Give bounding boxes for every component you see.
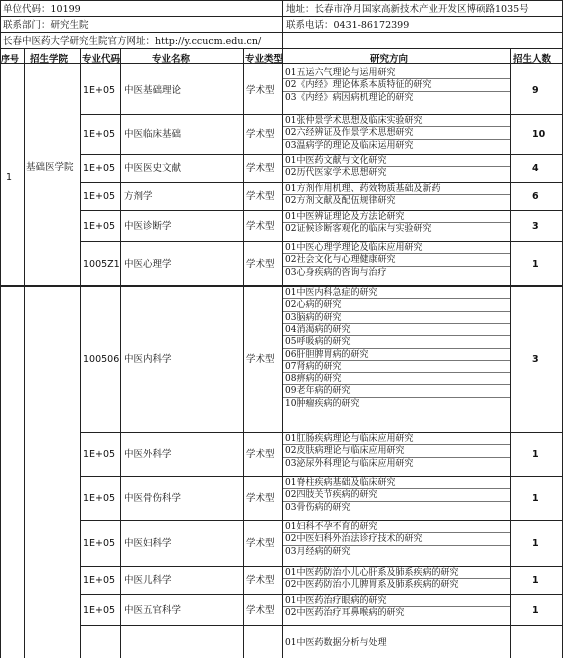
major-name: 中医诊断学 [124,220,172,232]
major-name: 中医儿科学 [124,575,172,586]
major-type: 学术型 [246,449,275,460]
direction-divider [282,194,510,195]
enrollment-count: 6 [532,191,539,202]
grid-line [80,594,562,595]
direction-divider [282,457,510,458]
research-direction: 03月经病的研究 [285,546,351,557]
research-direction: 02心病的研究 [285,300,342,311]
col-header-count: 招生人数 [513,54,552,65]
direction-divider [282,166,510,167]
research-direction: 01妇科不孕不育的研究 [285,522,378,532]
research-direction: 01中医药治疗眼病的研究 [285,596,387,606]
research-direction: 01中医辨证理论及方法论研究 [285,212,405,222]
major-type: 学术型 [246,129,275,140]
research-direction: 07肾病的研究 [285,361,342,372]
enrollment-count: 3 [532,220,539,232]
research-direction: 03《内经》病因病机理论的研究 [285,92,414,103]
major-code: 1E+05 [83,493,116,504]
direction-divider [282,348,510,349]
grid-line [80,48,81,658]
direction-divider [282,397,510,398]
grid-line [80,114,562,115]
direction-divider [282,578,510,579]
major-name: 方剂学 [124,191,153,202]
grid-line [243,48,244,658]
col-header-code: 专业代码 [82,54,121,65]
major-type: 学术型 [246,354,275,365]
grid-line [80,625,562,626]
grid-line [80,520,562,521]
direction-divider [282,335,510,336]
research-direction: 05呼吸病的研究 [285,337,351,348]
research-direction: 02中医妇科外治法诊疗技术的研究 [285,534,423,545]
major-name: 中医妇科学 [124,538,172,549]
research-direction: 03心身疾病的咨询与治疗 [285,267,387,278]
address: 地址：长春市净月国家高新技术产业开发区博硕路1035号 [286,4,529,15]
research-direction: 02历代医家学术思想研究 [285,168,387,179]
major-type: 学术型 [246,604,275,616]
major-code: 1E+05 [83,163,116,174]
research-direction: 03温病学的理论及临床运用研究 [285,140,414,151]
direction-divider [282,78,510,79]
direction-divider [282,545,510,546]
major-code: 1E+05 [83,191,116,202]
enrollment-count: 1 [532,258,539,270]
major-code: 1E+05 [83,85,116,96]
enrollment-count: 1 [532,449,539,460]
research-direction: 01中医药文献与文化研究 [285,156,387,166]
research-direction: 02《内经》理论体系本质特征的研究 [285,80,432,91]
major-type: 学术型 [246,85,275,96]
enrollment-count: 10 [532,129,546,140]
grid-line [0,0,1,658]
major-name: 中医心理学 [124,258,172,270]
direction-divider [282,501,510,502]
research-direction: 01脊柱疾病基础及临床研究 [285,478,396,488]
enrollment-count: 9 [532,85,539,96]
contact-phone: 联系电话：0431-86172399 [286,20,410,31]
grid-line [80,182,562,183]
research-direction: 02证候诊断客观化的临床与实验研究 [285,224,432,235]
research-direction: 10肿瘤疾病的研究 [285,398,360,409]
direction-divider [282,126,510,127]
major-code: 1E+05 [83,449,116,460]
direction-divider [282,488,510,489]
direction-divider [282,222,510,223]
research-direction: 08痹病的研究 [285,374,342,385]
enrollment-count: 1 [532,604,539,616]
col-header-no: 序号 [1,55,20,65]
enrollment-count: 3 [532,354,539,365]
major-code: 1E+05 [83,604,116,616]
direction-divider [282,311,510,312]
research-direction: 02中医药治疗耳鼻喉病的研究 [285,608,405,619]
grid-line [120,48,121,658]
major-name: 中医临床基础 [124,129,182,140]
direction-divider [282,444,510,445]
direction-divider [282,323,510,324]
grid-line [80,154,562,155]
major-name: 中医内科学 [124,354,172,365]
enrollment-count: 1 [532,493,539,504]
direction-divider [282,139,510,140]
major-type: 学术型 [246,163,275,174]
research-direction: 01中医心理学理论及临床应用研究 [285,243,423,253]
grid-line [80,476,562,477]
research-direction: 06肝胆脾胃病的研究 [285,349,369,360]
major-code: 1E+05 [83,538,116,549]
research-direction: 01肛肠疾病理论与临床应用研究 [285,434,414,444]
col-header-direction: 研究方向 [370,54,409,65]
direction-divider [282,266,510,267]
major-name: 中医医史文献 [124,163,182,174]
col-header-college: 招生学院 [30,54,69,65]
research-direction: 01方剂作用机理、药效物质基础及新药 [285,184,441,194]
major-name: 中医五官科学 [124,604,182,616]
grid-line [80,241,562,242]
major-type: 学术型 [246,191,275,202]
research-direction: 02四肢关节疾病的研究 [285,490,378,501]
research-direction: 03骨伤病的研究 [285,502,351,513]
enrollment-count: 1 [532,538,539,549]
col-header-name: 专业名称 [152,54,191,65]
research-direction: 01中医药数据分析与处理 [285,638,387,648]
enrollment-count: 1 [532,575,539,586]
research-direction: 02六经辨证及作景学术思想研究 [285,128,414,139]
direction-divider [282,372,510,373]
major-type: 学术型 [246,493,275,504]
direction-divider [282,298,510,299]
grid-line [80,432,562,433]
major-type: 学术型 [246,575,275,586]
grid-line [282,48,283,658]
research-direction: 02方剂文献及配伍规律研究 [285,196,396,207]
research-direction: 04消渴病的研究 [285,324,351,335]
direction-divider [282,532,510,533]
direction-divider [282,91,510,92]
enrollment-count: 4 [532,163,539,174]
college-name: 基础医学院 [26,162,74,173]
direction-divider [282,606,510,607]
research-direction: 09老年病的研究 [285,386,351,397]
research-direction: 01张仲景学术思想及临床实验研究 [285,116,423,126]
direction-divider [282,384,510,385]
major-name: 中医基础理论 [124,85,182,96]
research-direction: 03脑病的研究 [285,312,342,323]
research-direction: 02中医药防治小儿脾胃系及肺系疾病的研究 [285,580,459,591]
research-direction: 01中医内科急症的研究 [285,288,378,298]
grid-line [80,566,562,567]
major-type: 学术型 [246,538,275,549]
major-code: 1E+05 [83,220,116,232]
research-direction: 02皮肤病理论与临床应用研究 [285,446,405,457]
website: 长春中医药大学研究生院官方网址：http://y.ccucm.edu.cn/ [3,36,262,47]
grid-line [80,210,562,211]
grid-line [510,48,511,658]
research-direction: 02社会文化与心理健康研究 [285,255,396,266]
unit-code: 单位代码：10199 [3,4,81,15]
major-code: 100506 [83,354,120,365]
major-type: 学术型 [246,220,275,232]
direction-divider [282,360,510,361]
major-code: 1E+05 [83,129,116,140]
direction-divider [282,253,510,254]
research-direction: 01中医药防治小儿心肝系及肺系疾病的研究 [285,568,459,578]
major-code: 1005Z1 [83,258,120,270]
major-code: 1E+05 [83,575,116,586]
grid-line [282,0,283,48]
research-direction: 03泌尿外科理论与临床应用研究 [285,458,414,469]
grid-line [24,48,25,658]
major-type: 学术型 [246,258,275,270]
col-header-type: 专业类型 [245,54,284,65]
research-direction: 01五运六气理论与运用研究 [285,68,396,78]
contact-dept: 联系部门：研究生院 [3,20,89,31]
college-no: 1 [6,172,13,183]
major-name: 中医骨伤科学 [124,493,182,504]
major-name: 中医外科学 [124,449,172,460]
